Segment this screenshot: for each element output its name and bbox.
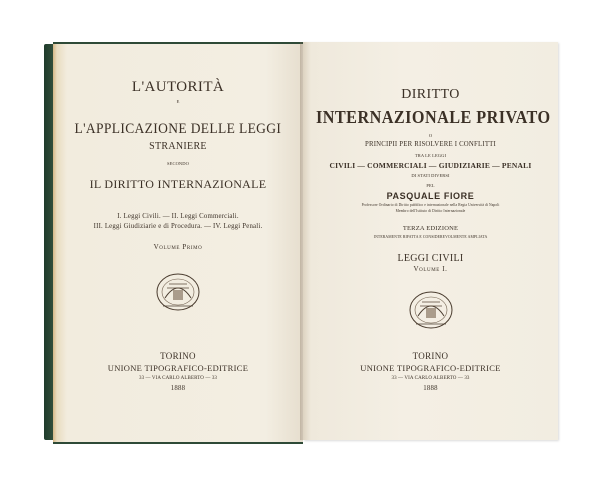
right-publisher-name: UNIONE TIPOGRAFICO-EDITRICE — [360, 363, 501, 373]
right-author-note-1: Professore Ordinario di Diritto pubblico e internazionale nella Regia Università di Napoli — [361, 203, 500, 207]
right-author-note-2: Membro dell'Istituto di Diritto Internazionale — [395, 209, 466, 213]
right-author: PASQUALE FIORE — [386, 191, 475, 201]
left-publisher-name: UNIONE TIPOGRAFICO-EDITRICE — [107, 363, 249, 373]
right-title-line-6: CIVILI — COMMERCIALI — GIUDIZIARIE — PENALI — [329, 161, 532, 170]
right-title-line-4: PRINCIPII PER RISOLVERE I CONFLITTI — [365, 141, 496, 148]
right-publisher-address: 33 — VIA CARLO ALBERTO — 33 — [391, 376, 470, 381]
open-book — [44, 42, 558, 442]
right-edition: TERZA EDIZIONE — [402, 225, 459, 232]
right-title-line-2: INTERNAZIONALE PRIVATO — [316, 107, 551, 127]
left-title-line-5: SECONDO — [167, 161, 189, 166]
left-year: 1888 — [170, 385, 186, 392]
right-title-page — [303, 42, 558, 440]
right-edition-note: INTERAMENTE RIFATTA E CONSIDEREVOLMENTE AMPLIATA — [373, 235, 488, 239]
left-publisher-address: 33 — VIA CARLO ALBERTO — 33 — [138, 376, 218, 381]
right-by: PEL — [426, 183, 435, 188]
left-publisher-city: TORINO — [160, 351, 196, 361]
left-title-line-3: L'APPLICAZIONE DELLE LEGGI — [74, 121, 282, 137]
left-volume: Volume Primo — [153, 243, 203, 251]
left-title-line-2: E — [176, 99, 180, 104]
publisher-emblem-icon — [155, 272, 201, 312]
right-subject: LEGGI CIVILI — [397, 253, 464, 264]
left-parts-line-1: I. Leggi Civili. — II. Leggi Commerciali. — [117, 213, 239, 220]
left-title-line-1: L'AUTORITÀ — [131, 79, 225, 95]
right-title-line-1: DIRITTO — [401, 87, 460, 102]
left-title-line-6: IL DIRITTO INTERNAZIONALE — [89, 177, 267, 191]
right-title-line-5: TRA LE LEGGI — [414, 153, 447, 158]
right-volume: Volume I. — [413, 265, 448, 273]
right-year: 1888 — [423, 385, 438, 392]
left-title-page — [53, 42, 303, 444]
right-title-line-7: DI STATI DIVERSI — [411, 173, 450, 178]
left-parts-line-2: III. Leggi Giudiziarie e di Procedura. — IV. Leggi Penali. — [93, 223, 263, 230]
right-title-line-3: O — [428, 133, 433, 138]
right-publisher-city: TORINO — [412, 351, 449, 361]
left-title-line-4: STRANIERE — [149, 141, 207, 152]
publisher-emblem-icon — [408, 290, 454, 330]
